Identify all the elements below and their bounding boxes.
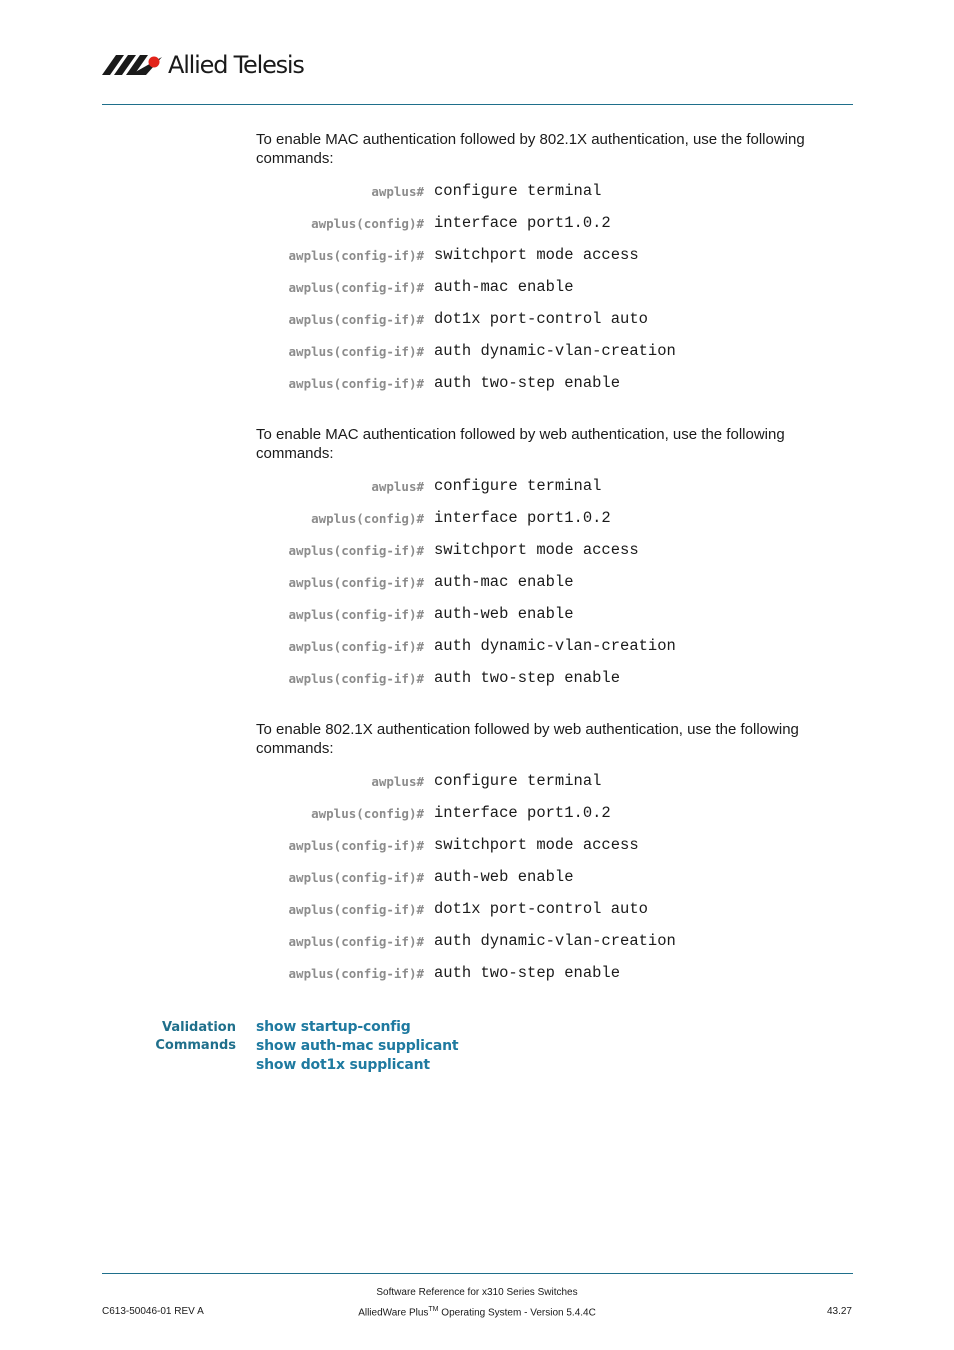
cli-prompt: awplus(config)# [311, 216, 424, 231]
cli-command: auth-web enable [434, 605, 574, 623]
link-show-auth-mac-supplicant[interactable]: show auth-mac supplicant [256, 1038, 459, 1054]
brand-logo [102, 50, 304, 80]
cli-command: switchport mode access [434, 836, 639, 854]
cli-prompt: awplus# [371, 774, 424, 789]
footer-divider [102, 1273, 853, 1274]
cli-command: interface port1.0.2 [434, 214, 611, 232]
cli-prompt: awplus(config)# [311, 806, 424, 821]
section-intro: To enable MAC authentication followed by 802.1X authentication, use the following commands: [256, 131, 805, 167]
command-line [0, 541, 954, 561]
cli-prompt: awplus(config-if)# [288, 902, 424, 917]
cli-prompt: awplus(config-if)# [288, 575, 424, 590]
cli-prompt: awplus(config-if)# [288, 376, 424, 391]
footer-doc-id: C613-50046-01 REV A [102, 1306, 204, 1317]
cli-command: configure terminal [434, 182, 602, 200]
cli-command: interface port1.0.2 [434, 509, 611, 527]
cli-command: auth-mac enable [434, 278, 574, 296]
cli-prompt: awplus(config-if)# [288, 344, 424, 359]
footer-version: Operating System - Version 5.4.4C [438, 1307, 596, 1319]
section-intro: To enable 802.1X authentication followed by web authentication, use the following commands: [256, 721, 799, 757]
cli-command: auth two-step enable [434, 374, 621, 392]
footer-title: Software Reference for x310 Series Switches [376, 1287, 578, 1298]
command-line [0, 278, 954, 298]
cli-prompt: awplus(config-if)# [288, 671, 424, 686]
cli-prompt: awplus(config-if)# [288, 966, 424, 981]
cli-command: dot1x port-control auto [434, 900, 648, 918]
cli-prompt: awplus(config-if)# [288, 934, 424, 949]
cli-command: auth-mac enable [434, 573, 574, 591]
cli-prompt: awplus(config)# [311, 511, 424, 526]
cli-command: dot1x port-control auto [434, 310, 648, 328]
cli-command: configure terminal [434, 772, 602, 790]
command-line [0, 214, 954, 234]
command-line [0, 932, 954, 952]
command-line [0, 669, 954, 689]
cli-prompt: awplus# [371, 479, 424, 494]
command-line [0, 342, 954, 362]
command-line [0, 637, 954, 657]
cli-command: switchport mode access [434, 541, 639, 559]
command-line [0, 868, 954, 888]
link-show-dot1x-supplicant[interactable]: show dot1x supplicant [256, 1057, 430, 1073]
command-line [0, 374, 954, 394]
cli-command: auth-web enable [434, 868, 574, 886]
command-line [0, 836, 954, 856]
command-line [0, 772, 954, 792]
cli-prompt: awplus(config-if)# [288, 280, 424, 295]
link-show-startup-config[interactable]: show startup-config [256, 1019, 411, 1035]
cli-command: switchport mode access [434, 246, 639, 264]
command-line [0, 804, 954, 824]
command-line [0, 310, 954, 330]
cli-prompt: awplus# [371, 184, 424, 199]
command-line [0, 246, 954, 266]
cli-prompt: awplus(config-if)# [288, 607, 424, 622]
command-line [0, 182, 954, 202]
cli-prompt: awplus(config-if)# [288, 639, 424, 654]
command-line [0, 964, 954, 984]
header-divider [102, 104, 853, 105]
cli-command: auth dynamic-vlan-creation [434, 342, 676, 360]
cli-command: auth two-step enable [434, 964, 621, 982]
footer-trademark: TM [428, 1306, 439, 1313]
cli-command: interface port1.0.2 [434, 804, 611, 822]
validation-label-line2: Commands [155, 1038, 236, 1053]
cli-command: auth two-step enable [434, 669, 621, 687]
page-number: 43.27 [826, 1306, 852, 1317]
cli-command: auth dynamic-vlan-creation [434, 637, 676, 655]
cli-prompt: awplus(config-if)# [288, 870, 424, 885]
cli-prompt: awplus(config-if)# [288, 248, 424, 263]
logo-mark-icon [102, 55, 164, 75]
validation-commands-label [155, 1019, 236, 1055]
cli-prompt: awplus(config-if)# [288, 838, 424, 853]
validation-label-line1: Validation [162, 1020, 236, 1035]
brand-name: Allied Telesis [168, 51, 304, 79]
cli-command: configure terminal [434, 477, 602, 495]
command-line [0, 477, 954, 497]
footer-product-name: AlliedWare Plus [358, 1307, 429, 1319]
section-intro: To enable MAC authentication followed by web authentication, use the following commands: [256, 426, 785, 462]
command-line [0, 509, 954, 529]
command-line [0, 900, 954, 920]
command-line [0, 605, 954, 625]
cli-command: auth dynamic-vlan-creation [434, 932, 676, 950]
validation-links [256, 1018, 458, 1075]
command-line [0, 573, 954, 593]
cli-prompt: awplus(config-if)# [288, 543, 424, 558]
cli-prompt: awplus(config-if)# [288, 312, 424, 327]
